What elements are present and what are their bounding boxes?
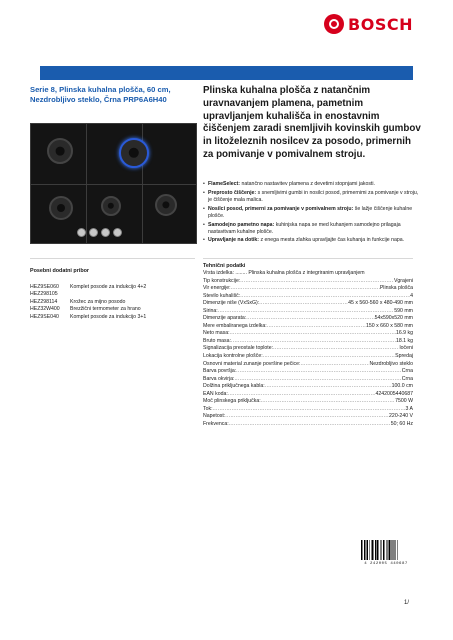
control-knob [77, 228, 86, 237]
spec-value: Črna [401, 368, 413, 375]
product-title: Serie 8, Plinska kuhalna plošča, 60 cm, Nezdrobljivo steklo, Črna PRP6A6H40 [30, 85, 171, 104]
dot-leader [218, 308, 395, 316]
dot-leader [246, 315, 374, 323]
accessory-row [30, 284, 195, 291]
spec-row [203, 376, 413, 384]
spec-value: 590 mm [394, 307, 413, 314]
accessory-code: HEZ9SE040 [30, 313, 59, 320]
bosch-armature-icon [324, 14, 344, 34]
spec-label: Vrsta izdelka: ........ Plinska kuhalna plošča z integriranim upravljanjem [203, 270, 365, 276]
spec-value: 150 x 660 x 580 mm [365, 322, 413, 329]
spec-row [203, 315, 413, 323]
spec-label: Tip konstrukcije: [203, 277, 241, 284]
spec-label: Frekvenca: [203, 420, 229, 427]
control-knob [89, 228, 98, 237]
accessory-code: HEZ32W400 [30, 306, 60, 313]
spec-row [203, 308, 413, 316]
feature-text: z enega mesta zlahka upravljajte čas kuhanja in funkcije napa. [259, 237, 405, 244]
burner [101, 196, 121, 216]
spec-row [203, 361, 413, 369]
spec-value: 54x590x520 mm [374, 315, 413, 322]
spec-value: 220-240 V [389, 413, 413, 420]
spec-label: Lokacija kontrolne plošče: [203, 353, 263, 360]
spec-value: 50; 60 Hz [390, 420, 413, 427]
barcode-bar [379, 540, 380, 560]
accessory-desc: Brezžični termometer za hrano [70, 306, 141, 313]
feature-text: natančno nastavitev plamena z devetimi stopnjami jakosti. [240, 181, 375, 187]
barcode-bar [377, 540, 379, 560]
spec-label: Signalizacija preostale toplote: [203, 345, 274, 352]
spec-value: 4242005440687 [375, 390, 413, 397]
brand-logo [324, 14, 413, 34]
spec-label: Bruto masa: [203, 337, 231, 344]
spec-value: Nezdrobljivo steklo [369, 360, 413, 367]
feature-text: s snemljivimi gumbi in nosilci posod, primernimi za pomivanje v stroju, je čiščenje mala malica. [208, 189, 419, 203]
barcode-bar [392, 540, 393, 560]
barcode-image [361, 540, 409, 560]
spec-row [203, 278, 413, 286]
header-band [40, 66, 413, 80]
spec-row [203, 330, 413, 338]
spec-label: Dolžina priključnega kabla: [203, 383, 265, 390]
feature-item [203, 190, 421, 204]
barcode-bar [391, 540, 392, 560]
barcode-bar [380, 540, 381, 560]
spec-value: ločeni [399, 345, 413, 352]
barcode-bar [383, 540, 384, 560]
spec-label: Barva okvirja: [203, 375, 235, 382]
burner [47, 138, 73, 164]
specs-list [203, 270, 413, 428]
barcode-bar [372, 540, 373, 560]
spec-value: Črna [401, 375, 413, 382]
spec-label: Mere embaliranega izdelka: [203, 322, 267, 329]
barcode-bar [389, 540, 391, 560]
accessory-row [30, 291, 195, 298]
page-number: 1/ [404, 600, 410, 606]
feature-item [203, 237, 421, 244]
barcode-bar [388, 540, 389, 560]
spec-label: Napetost: [203, 413, 226, 420]
accessory-desc: Komplet posode za indukcijo 4+2 [70, 284, 147, 290]
wok-burner [119, 138, 149, 168]
dot-leader [265, 383, 392, 391]
spec-row [203, 421, 413, 429]
dot-leader [231, 285, 380, 293]
accessory-desc: Komplet posode za indukcijo 3+1 [70, 313, 147, 320]
spec-value: 100.0 cm [391, 383, 413, 390]
barcode-bar [367, 540, 368, 560]
spec-value: Spredaj [395, 353, 413, 360]
spec-label: Tok: [203, 405, 213, 412]
spec-row [203, 383, 413, 391]
grate-line [86, 124, 87, 243]
barcode-bar [397, 540, 398, 560]
dot-leader [240, 293, 410, 301]
brand-name: BOSCH [348, 14, 413, 34]
feature-title: Upravljanje na dotik: [208, 237, 260, 244]
spec-value: Plinska plošča [379, 285, 413, 292]
spec-value: 45 x 560-560 x 480-490 mm [348, 300, 413, 307]
dot-leader [300, 361, 369, 369]
accessory-code: HEZ298105 [30, 291, 58, 298]
spec-value: 16.9 kg [395, 330, 413, 337]
barcode-bar [381, 540, 382, 560]
barcode-bar [366, 540, 367, 560]
accessory-code: HEZ9SE060 [30, 284, 59, 290]
spec-label: Osnovni material zunanje površine pečice: [203, 360, 301, 367]
dot-leader [228, 391, 376, 399]
barcode-bar [369, 540, 370, 560]
dot-leader [236, 368, 402, 376]
spec-label: EAN koda: [203, 390, 228, 397]
barcode-number: 4 242005 440687 [364, 562, 408, 566]
specs-title: Tehnični podatki [203, 263, 246, 269]
barcode-bar [374, 540, 375, 560]
spec-row [203, 406, 413, 414]
section-divider [30, 258, 195, 259]
dot-leader [231, 338, 396, 346]
feature-list [203, 181, 421, 246]
spec-label: Širina: [203, 307, 218, 314]
dot-leader [229, 421, 391, 429]
barcode-bar [394, 540, 395, 560]
barcode-bar [364, 540, 366, 560]
spec-label: Neto masa: [203, 330, 230, 337]
accessory-code: HEZ298114 [30, 298, 58, 305]
dot-leader [273, 345, 399, 353]
spec-value: 3 A [405, 405, 413, 412]
dot-leader [263, 353, 395, 361]
spec-value: 4 [410, 292, 413, 299]
feature-text: še lažje čiščenje kuhalne plošče. [208, 205, 413, 219]
dot-leader [230, 330, 396, 338]
spec-row [203, 391, 413, 399]
burner [49, 196, 73, 220]
spec-row [203, 293, 413, 301]
control-knob [101, 228, 110, 237]
spec-value: Vgrajeni [393, 277, 413, 284]
feature-title: Preprosto čiščenje: [208, 189, 257, 196]
spec-label: Barva površja: [203, 368, 237, 375]
dot-leader [240, 278, 394, 286]
dot-leader [234, 376, 401, 384]
grate-line [31, 184, 196, 185]
spec-label: Dimenzije niše (VxŠxG): [203, 300, 260, 307]
feature-title: Nosilci posod, primerni za pomivanje v pomivalnem stroju: [208, 205, 354, 212]
barcode-bar [395, 540, 396, 560]
spec-row [203, 345, 413, 353]
accessories-list [30, 284, 195, 321]
spec-row [203, 323, 413, 331]
barcode-bar [386, 540, 387, 560]
spec-label: Moč plinskega priključka: [203, 398, 261, 405]
spec-row [203, 270, 413, 278]
spec-row [203, 353, 413, 361]
spec-label: Število kuhališč: [203, 292, 241, 299]
barcode-bar [385, 540, 386, 560]
section-divider [203, 258, 413, 259]
feature-title: Samodejno pametno napa: [208, 221, 275, 228]
accessory-desc: Krožec za mijno posodo [70, 298, 126, 305]
product-image [30, 123, 197, 244]
spec-label: Dimenzije aparata: [203, 315, 247, 322]
barcode-bar [371, 540, 372, 560]
barcode-bar [363, 540, 364, 560]
spec-row [203, 398, 413, 406]
accessory-row [30, 314, 195, 321]
spec-row [203, 285, 413, 293]
dot-leader [267, 323, 366, 331]
barcode-bar [361, 540, 362, 560]
product-headline: Plinska kuhalna plošča z natančnim uravnavanjem plamena, pametnim upravljanjem kuhališča in enostavnim čiščenjem zaradi snemljivih kovinskih gumbov in litoželeznih nosilcev za posodo, primernih za pomivanje v pomivalnem stroju. [203, 85, 421, 160]
accessory-row [30, 299, 195, 306]
feature-text: kuhinjska napa se med kuhanjem samodejno prilagaja nastavitvam kuhalne plošče. [208, 221, 401, 235]
spec-row [203, 300, 413, 308]
barcode-bar [375, 540, 376, 560]
burner [155, 194, 177, 216]
accessories-title: Posebni dodatni pribor [30, 268, 89, 274]
feature-item [203, 181, 421, 188]
spec-row [203, 413, 413, 421]
feature-title: FlameSelect: [208, 181, 241, 187]
dot-leader [225, 413, 389, 421]
dot-leader [213, 406, 406, 414]
feature-item [203, 222, 421, 236]
feature-item [203, 206, 421, 220]
accessory-row [30, 306, 195, 313]
spec-value: 7500 W [395, 398, 413, 405]
dot-leader [259, 300, 348, 308]
spec-row [203, 338, 413, 346]
control-knob [113, 228, 122, 237]
spec-value: 18.1 kg [395, 337, 413, 344]
spec-row [203, 368, 413, 376]
spec-label: Vir energije: [203, 285, 231, 292]
dot-leader [261, 398, 395, 406]
